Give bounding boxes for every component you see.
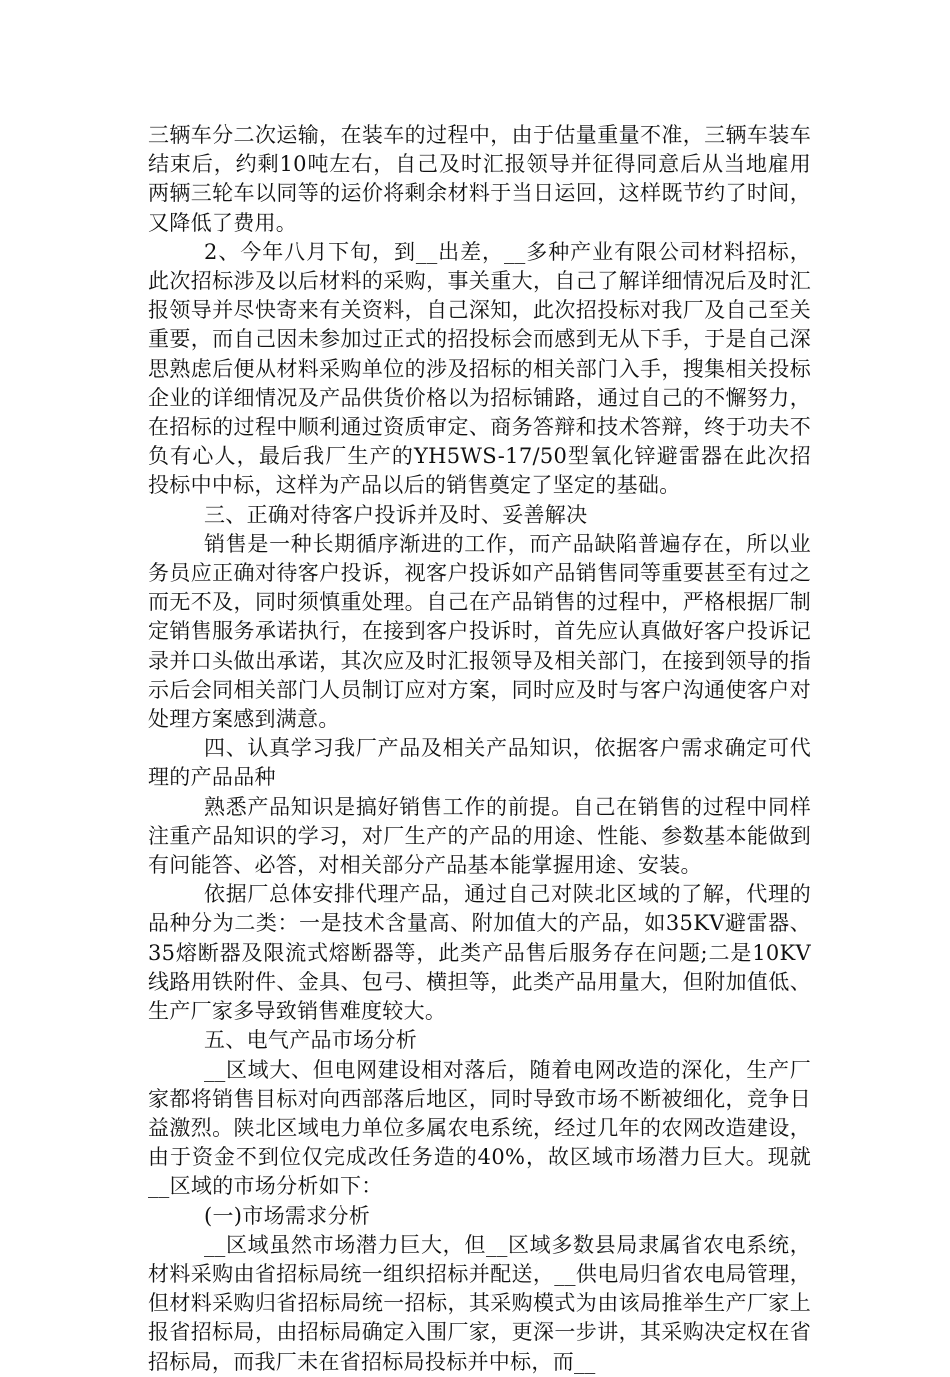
paragraph-agency-products: 依据厂总体安排代理产品，通过自己对陕北区域的了解，代理的品种分为二类：一是技术含量高、附加值大的产品，如35KV避雷器、35熔断器及限流式熔断器等，此类产品售后服务存在问题;二是10KV线路用铁附件、金具、包弓、横担等，此类产品用量大，但附加值低、生产厂家多导致销售难度较大。 [148,882,811,1024]
paragraph-complaints: 销售是一种长期循序渐进的工作，而产品缺陷普遍存在，所以业务员应正确对待客户投诉，视客户投诉如产品销售同等重要甚至有过之而无不及，同时须慎重处理。自己在产品销售的过程中，严格根据厂制定销售服务承诺执行，在接到客户投诉时，首先应认真做好客户投诉记录并口头做出承诺，其次应及时汇报领导及相关部门，在接到领导的指示后会同相关部门人员制订应对方案，同时应及时与客户沟通使客户对处理方案感到满意。 [148,531,811,732]
heading-market-analysis: 五、电气产品市场分析 [204,1028,417,1053]
paragraph-product-knowledge: 熟悉产品知识是搞好销售工作的前提。自己在销售的过程中同样注重产品知识的学习，对厂生产的产品的用途、性能、参数基本能做到有问能答、必答，对相关部分产品基本能掌握用途、安装。 [148,794,811,878]
heading-complaints: 三、正确对待客户投诉并及时、妥善解决 [204,502,588,527]
paragraph-demand-analysis: __区域虽然市场潜力巨大，但__区域多数县局隶属省农电系统，材料采购由省招标局统一组织招标并配送，__供电局归省农电局管理，但材料采购归省招标局统一招标，其采购模式为由该局推举生产厂家上报省招标局，由招标局确定入围厂家，更深一步讲，其采购决定权在省招标局，而我厂未在省招标局投标并中标，而__ [148,1232,811,1374]
heading-demand-analysis: (一)市场需求分析 [204,1203,371,1228]
paragraph-market-analysis: __区域大、但电网建设相对落后，随着电网改造的深化，生产厂家都将销售目标对向西部落后地区，同时导致市场不断被细化，竞争日益激烈。陕北区域电力单位多属农电系统，经过几年的农网改造建设，由于资金不到位仅完成改任务造的40%，故区域市场潜力巨大。现就__区域的市场分析如下： [148,1057,811,1199]
paragraph-transport: 三辆车分二次运输，在装车的过程中，由于估量重量不准，三辆车装车结束后，约剩10吨左右，自己及时汇报领导并征得同意后从当地雇用两辆三轮车以同等的运价将剩余材料于当日运回，这样既节约了时间，又降低了费用。 [148,123,811,235]
document-body [148,121,811,1377]
heading-product-knowledge: 四、认真学习我厂产品及相关产品知识，依据客户需求确定可代理的产品品种 [148,736,811,790]
paragraph-bidding: 2、今年八月下旬，到__出差，__多种产业有限公司材料招标，此次招标涉及以后材料的采购，事关重大，自己了解详细情况后及时汇报领导并尽快寄来有关资料，自己深知，此次招投标对我厂及自己至关重要，而自己因未参加过正式的招投标会而感到无从下手，于是自己深思熟虑后便从材料采购单位的涉及招标的相关部门入手，搜集相关投标企业的详细情况及产品供货价格以为招标铺路，通过自己的不懈努力，在招标的过程中顺利通过资质审定、商务答辩和技术答辩，终于功夫不负有心人，最后我厂生产的YH5WS-17/50型氧化锌避雷器在此次招投标中中标，这样为产品以后的销售奠定了坚定的基础。 [148,239,811,498]
